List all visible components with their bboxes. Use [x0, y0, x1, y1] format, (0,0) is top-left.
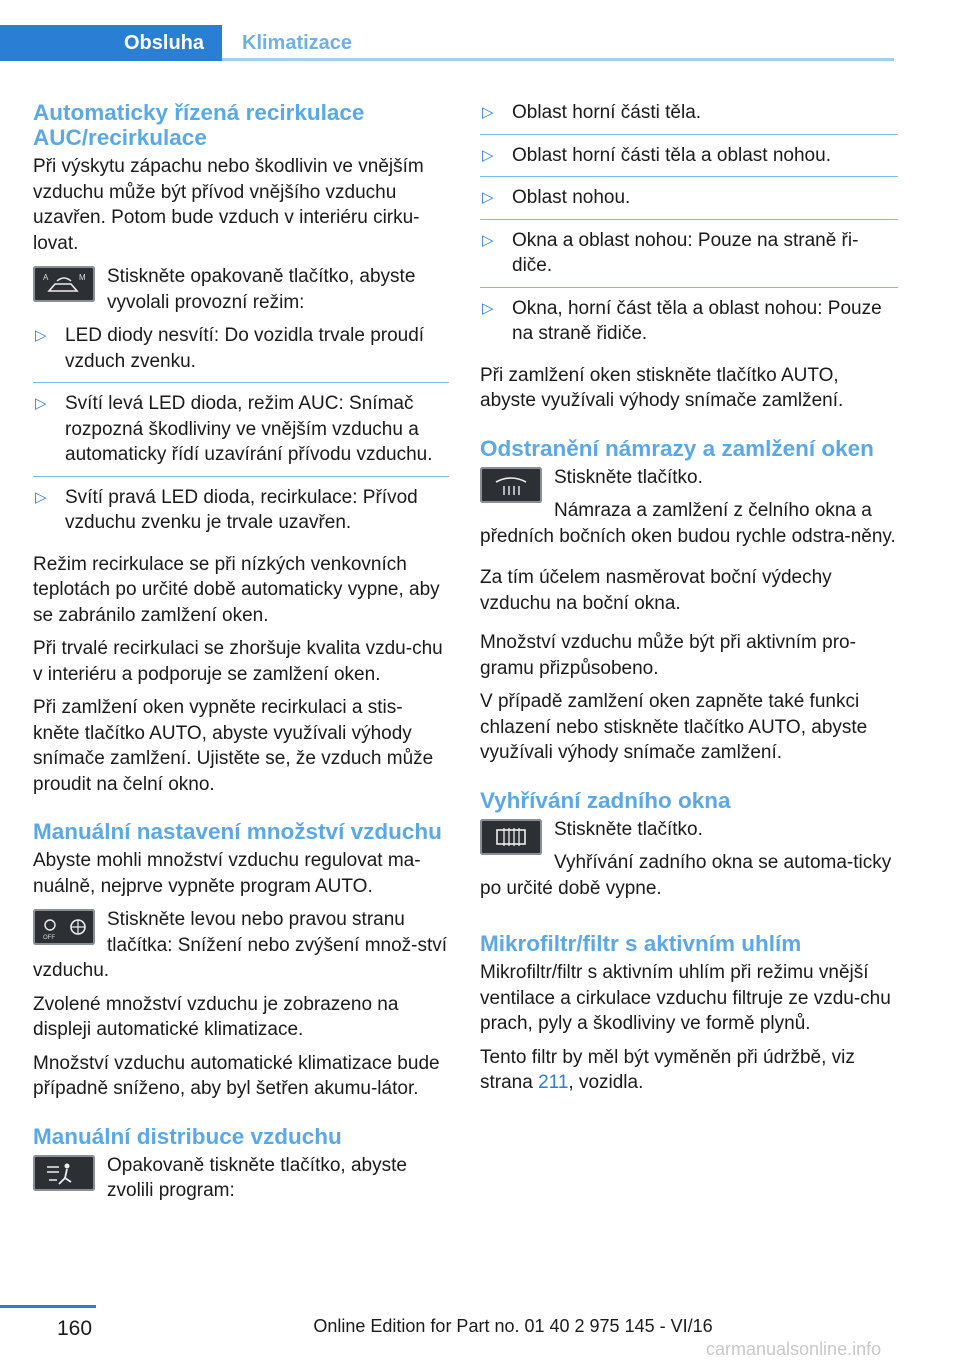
manual-dist-instruction: Opakovaně tiskněte tlačítko, abyste zvolili program: [107, 1154, 407, 1201]
rear-window-row [480, 817, 898, 910]
footer-accent-bar [0, 1305, 96, 1308]
page-number: 160 [57, 1317, 93, 1340]
manual-dist-heading: Manuální distribuce vzduchu [33, 1123, 342, 1149]
fan-button-icon [33, 909, 95, 945]
manual-amount-section [33, 819, 449, 1102]
rear-window-heating-button-icon [480, 819, 542, 855]
defrost-heading: Odstranění námrazy a zamlžení oken [480, 435, 874, 461]
defrost-p2: Množství vzduchu může být při aktivním pro-gramu přizpůsobeno. [480, 632, 856, 679]
rear-window-heading: Vyhřívání zadního okna [480, 787, 731, 813]
svg-text:OFF: OFF [43, 935, 55, 941]
right-column [480, 100, 898, 1104]
rear-window-text: Vyhřívání zadního okna se automa-ticky po určité době vypne. [480, 852, 892, 899]
triangle-bullet-icon: ▷ [35, 395, 47, 412]
triangle-bullet-icon: ▷ [35, 488, 47, 506]
list-item: ▷ Oblast horní části těla a oblast nohou. [480, 143, 898, 178]
auc-instruction: Stiskněte opakovaně tlačítko, abyste vyvolali provozní režim: [107, 266, 416, 313]
auc-p2: Při trvalé recirkulaci se zhoršuje kvalita vzdu-chu v interiéru a podporuje se zamlžení oken. [33, 638, 443, 685]
defrost-section [480, 436, 898, 766]
auc-mode-list [33, 323, 449, 544]
distribution-list [480, 100, 898, 355]
filter-section [480, 931, 898, 1096]
list-item: ▷ Svítí levá LED dioda, režim AUC: Snímač rozpozná škodliviny ve vnějším vzduchu a automaticky řídí uzavírání přívodu vzduchu. [33, 391, 449, 477]
auc-p3: Při zamlžení oken vypněte recirkulaci a stis-kněte tlačítko AUTO, abyste využívali výhody snímače zamlžení. Ujistěte se, že vzduch může proudit na čelní okno. [33, 697, 434, 795]
page-link[interactable]: 211 [538, 1072, 569, 1093]
section-tab[interactable]: Obsluha [0, 25, 222, 61]
windshield-defrost-button-icon [480, 467, 542, 503]
auc-p1: Režim recirkulace se při nízkých venkovních teplotách po určité době automaticky vypne, aby se zabránilo zamlžení oken. [33, 553, 440, 626]
manual-amount-p1: Abyste mohli množství vzduchu regulovat ma-nuálně, nejprve vypněte program AUTO. [33, 850, 421, 897]
recirculation-button-icon [33, 266, 95, 302]
auc-intro: Při výskytu zápachu nebo škodlivin ve vnějším vzduchu může být přívod vnějšího vzduchu uzavřen. Potom bude vzduch v interiéru cirku-lovat. [33, 156, 424, 254]
left-column [33, 100, 449, 1212]
list-item: ▷ Okna a oblast nohou: Pouze na straně ři-diče. [480, 228, 898, 288]
filter-p2: Tento filtr by měl být vyměněn při údržbě, viz strana 211, vozidla. [480, 1046, 855, 1093]
watermark: carmanualsonline.info [706, 1339, 882, 1359]
svg-text:M: M [79, 273, 86, 282]
triangle-bullet-icon: ▷ [482, 299, 494, 317]
header-bar [0, 25, 894, 61]
rear-window-section [480, 788, 898, 910]
defrost-press: Stiskněte tlačítko. [554, 466, 703, 488]
manual-amount-p2: Zvolené množství vzduchu je zobrazeno na displeji automatické klimatizace. [33, 993, 399, 1040]
list-item: ▷ Svítí pravá LED dioda, recirkulace: Přívod vzduchu zvenku je trvale uzavřen. [35, 486, 418, 533]
defrost-text: Námraza a zamlžení z čelního okna a předních bočních oken budou rychle odstra-něny. [480, 500, 896, 547]
manual-amount-p3: Množství vzduchu automatické klimatizace bude případně sníženo, aby byl šetřen akumu-látor. [33, 1052, 440, 1099]
auc-instruction-row [33, 264, 449, 315]
list-item: ▷ Oblast nohou. [480, 185, 898, 220]
list-item: ▷ Oblast horní části těla. [480, 100, 898, 135]
distribution-note: Při zamlžení oken stiskněte tlačítko AUTO, abyste využívali výhody snímače zamlžení. [480, 364, 844, 411]
defrost-row [480, 465, 898, 558]
subsection-tab[interactable]: Klimatizace [242, 31, 353, 54]
auc-heading: Automaticky řízená recirkulace AUC/recirkulace [33, 100, 365, 150]
manual-dist-row [33, 1153, 449, 1204]
filter-heading: Mikrofiltr/filtr s aktivním uhlím [480, 931, 802, 956]
svg-text:A: A [43, 273, 49, 282]
rear-window-press: Stiskněte tlačítko. [554, 818, 703, 840]
list-item: ▷ Okna, horní část těla a oblast nohou: Pouze na straně řidiče. [482, 297, 882, 344]
defrost-p1: Za tím účelem nasměrovat boční výdechy vzduchu na boční okna. [480, 567, 832, 614]
header-divider [222, 58, 894, 61]
manual-amount-heading: Manuální nastavení množství vzduchu [33, 819, 442, 844]
manual-dist-section [33, 1124, 449, 1204]
triangle-bullet-icon: ▷ [482, 189, 494, 206]
manual-amount-instruction: Stiskněte levou nebo pravou stranu tlačítka: Snížení nebo zvýšení množ-ství vzduchu. [33, 909, 448, 981]
defrost-p3: V případě zamlžení oken zapněte také funkci chlazení nebo stiskněte tlačítko AUTO, abyste využívali výhody snímače zamlžení. [480, 691, 868, 763]
list-item: ▷ LED diody nesvítí: Do vozidla trvale proudí vzduch zvenku. [33, 323, 449, 383]
manual-amount-row [33, 907, 449, 984]
triangle-bullet-icon: ▷ [35, 327, 47, 344]
triangle-bullet-icon: ▷ [482, 231, 494, 249]
filter-p1: Mikrofiltr/filtr s aktivním uhlím při režimu vnější ventilace a cirkulace vzduchu filtruje ze vzdu-chu prach, pyly a škodliviny ve formě plynů. [480, 962, 891, 1034]
air-distribution-button-icon [33, 1155, 95, 1191]
triangle-bullet-icon: ▷ [482, 104, 494, 121]
triangle-bullet-icon: ▷ [482, 146, 494, 164]
edition-footer: Online Edition for Part no. 01 40 2 975 145 - VI/16 [313, 1316, 713, 1336]
